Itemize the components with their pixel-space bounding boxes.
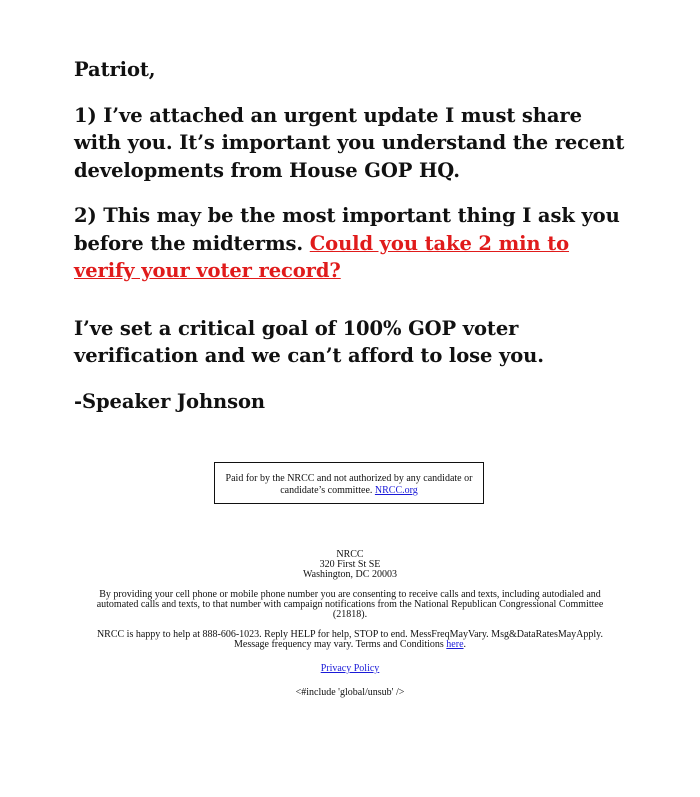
- paragraph-update: 1) I’ve attached an urgent update I must share with you. It’s important you understand the recent developments from House GOP HQ.: [74, 103, 625, 182]
- verify-voter-record-link[interactable]: Could you take 2 min to verify your voter record?: [74, 231, 570, 282]
- street-address: 320 First St SE: [319, 559, 381, 570]
- mailing-address: [90, 550, 610, 580]
- greeting: Patriot,: [74, 58, 156, 81]
- paragraph-verify: [74, 202, 634, 285]
- help-end: .: [463, 639, 467, 650]
- paragraph-goal: I’ve set a critical goal of 100% GOP voter verification and we can’t afford to lose you.: [74, 316, 544, 367]
- paragraph-verify-text: 2) This may be the most important thing I ask you before the midterms.: [74, 204, 620, 255]
- signature: -Speaker Johnson: [74, 389, 265, 413]
- disclaimer-text: Paid for by the NRCC and not authorized by any candidate or candidate’s committee.: [225, 473, 473, 496]
- email-footer: [90, 550, 610, 698]
- terms-link[interactable]: here: [446, 639, 464, 650]
- nrcc-org-link[interactable]: NRCC.org: [374, 485, 418, 496]
- privacy-policy-link[interactable]: Privacy Policy: [320, 663, 380, 674]
- help-text: NRCC is happy to help at 888-606-1023. Reply HELP for help, STOP to end. MessFreqMayVary. Msg&DataRatesMayApply. Message frequency may vary. Terms and Conditions: [96, 629, 604, 650]
- paid-for-disclaimer-box: [214, 462, 484, 504]
- city-address: Washington, DC 20003: [303, 569, 397, 580]
- org-name: NRCC: [336, 549, 364, 560]
- consent-notice: By providing your cell phone or mobile phone number you are consenting to receive calls and texts, including autodialed and automated calls and texts, to that number with campaign notifications from the National Republican Congressional Committee (21818).: [96, 589, 604, 620]
- help-notice: [90, 630, 610, 650]
- unsubscribe-include-tag: <#include 'global/unsub' />: [295, 687, 405, 698]
- email-body: [74, 56, 634, 415]
- privacy-row: [90, 664, 610, 674]
